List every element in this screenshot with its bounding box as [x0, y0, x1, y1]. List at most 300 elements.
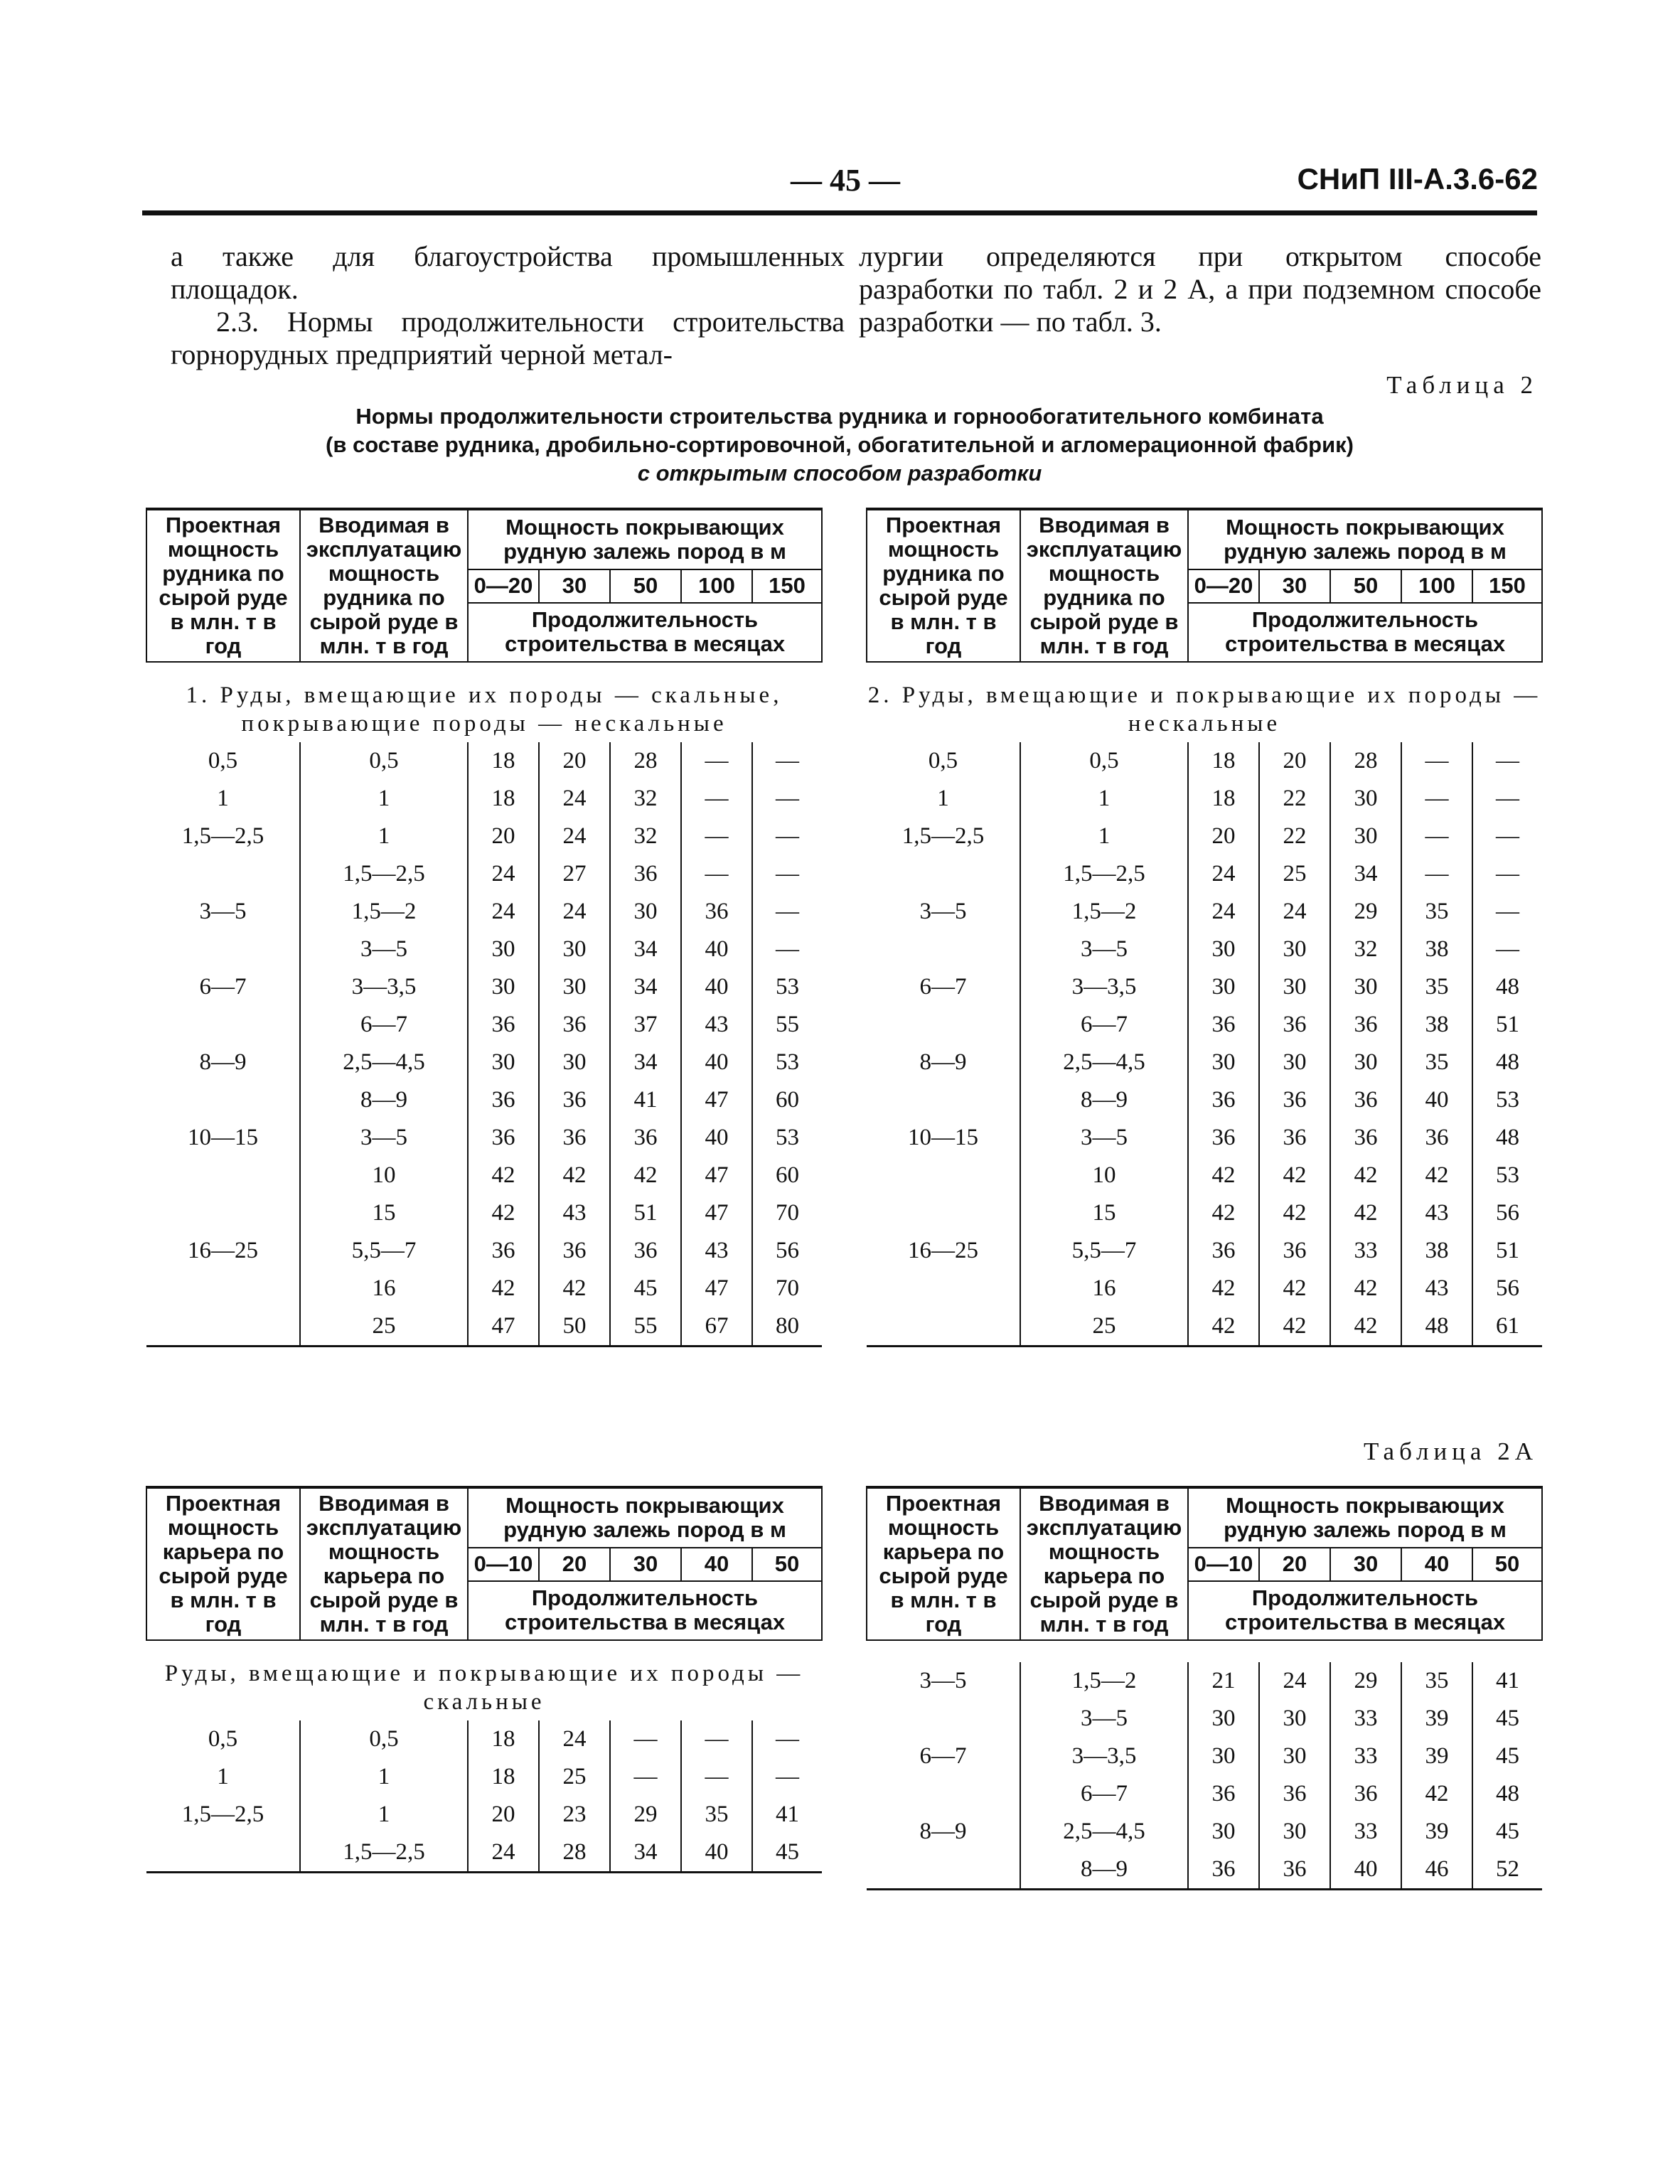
duration-cell: —	[681, 818, 752, 855]
table-2-label: Таблица 2	[1386, 371, 1538, 399]
commissioned-capacity-cell: 1,5—2	[1020, 1662, 1188, 1700]
duration-cell: 42	[1188, 1157, 1259, 1194]
design-capacity-cell: 3—5	[199, 899, 247, 924]
duration-cell: 30	[1259, 1044, 1330, 1081]
commissioned-capacity-cell: 5,5—7	[1020, 1232, 1188, 1270]
duration-cell: 33	[1330, 1813, 1401, 1851]
duration-cell: 53	[752, 968, 822, 1006]
table-row	[867, 1157, 1542, 1194]
duration-cell: 30	[1188, 1738, 1259, 1775]
duration-cell: 18	[468, 780, 539, 818]
design-capacity-cell	[867, 855, 1020, 893]
design-capacity-cell: 6—7	[919, 974, 967, 1000]
duration-cell: —	[681, 742, 752, 780]
table-2-title	[142, 402, 1537, 488]
duration-cell: 45	[1472, 1700, 1542, 1738]
duration-cell: 20	[1259, 742, 1330, 780]
duration-cell: 30	[539, 1044, 610, 1081]
design-capacity-cell: 8—9	[199, 1049, 247, 1075]
duration-cell: 24	[539, 780, 610, 818]
table-row	[867, 1119, 1542, 1157]
header-depth: 50	[1330, 569, 1401, 603]
duration-cell: 25	[539, 1758, 610, 1796]
duration-cell: 42	[1188, 1194, 1259, 1232]
duration-cell: 32	[610, 818, 681, 855]
duration-cell: —	[752, 855, 822, 893]
duration-cell: 36	[610, 1119, 681, 1157]
duration-cell: 42	[1330, 1307, 1401, 1347]
duration-cell: 42	[1259, 1307, 1330, 1347]
design-capacity-cell	[146, 1006, 300, 1044]
commissioned-capacity-cell: 3—5	[1020, 1700, 1188, 1738]
duration-cell: 24	[468, 855, 539, 893]
page-number: — 45 —	[791, 163, 900, 198]
duration-cell: 39	[1401, 1813, 1472, 1851]
duration-cell: 20	[468, 818, 539, 855]
table-2a-label: Таблица 2А	[1364, 1438, 1538, 1465]
duration-cell: 36	[1330, 1081, 1401, 1119]
duration-cell: 43	[539, 1194, 610, 1232]
table-row	[146, 893, 822, 931]
duration-cell: 34	[610, 931, 681, 968]
header-commissioned-capacity: Вводимая в эксплуатацию мощность рудника по сырой руде в млн. т в год	[1020, 509, 1188, 662]
duration-cell: 39	[1401, 1738, 1472, 1775]
duration-cell: 80	[752, 1307, 822, 1347]
duration-cell: 36	[1188, 1081, 1259, 1119]
duration-cell: 36	[1330, 1775, 1401, 1813]
table-row	[146, 931, 822, 968]
header-depth: 30	[539, 569, 610, 603]
duration-cell: 42	[1330, 1270, 1401, 1307]
duration-cell: —	[752, 742, 822, 780]
duration-cell: —	[610, 1720, 681, 1758]
duration-cell: 36	[468, 1119, 539, 1157]
table-row	[867, 818, 1542, 855]
header-depth: 30	[610, 1548, 681, 1581]
commissioned-capacity-cell: 0,5	[300, 742, 468, 780]
table-row	[867, 1775, 1542, 1813]
design-capacity-cell	[146, 931, 300, 968]
duration-cell: 36	[1401, 1119, 1472, 1157]
duration-cell: 21	[1188, 1662, 1259, 1700]
duration-cell: 36	[1259, 1119, 1330, 1157]
design-capacity-cell: 1,5—2,5	[181, 823, 264, 849]
duration-cell: 42	[1259, 1157, 1330, 1194]
duration-cell: 55	[752, 1006, 822, 1044]
intro-paragraph: а также для благоустройства промышленных площадок.	[171, 240, 845, 305]
header-depth: 100	[681, 569, 752, 603]
duration-cell: 25	[1259, 855, 1330, 893]
duration-cell: 53	[752, 1044, 822, 1081]
table-row	[146, 968, 822, 1006]
commissioned-capacity-cell: 1	[300, 818, 468, 855]
header-depth: 150	[1472, 569, 1542, 603]
design-capacity-cell: 1,5—2,5	[181, 1802, 264, 1827]
duration-cell: 40	[1330, 1851, 1401, 1890]
commissioned-capacity-cell: 1	[300, 780, 468, 818]
table-row	[867, 1232, 1542, 1270]
duration-cell: 30	[1259, 931, 1330, 968]
duration-cell: 45	[1472, 1813, 1542, 1851]
commissioned-capacity-cell: 15	[1020, 1194, 1188, 1232]
duration-cell: 39	[1401, 1700, 1472, 1738]
duration-cell: 50	[539, 1307, 610, 1347]
duration-cell: 30	[1188, 1044, 1259, 1081]
header-depth: 20	[1259, 1548, 1330, 1581]
duration-cell: 33	[1330, 1738, 1401, 1775]
table-row	[146, 1006, 822, 1044]
design-capacity-cell: 10—15	[908, 1125, 978, 1150]
commissioned-capacity-cell: 16	[300, 1270, 468, 1307]
duration-cell: 42	[1188, 1307, 1259, 1347]
duration-cell: —	[1401, 818, 1472, 855]
duration-cell: 36	[1330, 1006, 1401, 1044]
duration-cell: 40	[681, 1044, 752, 1081]
duration-cell: —	[681, 855, 752, 893]
duration-cell: 47	[681, 1194, 752, 1232]
intro-right-column	[859, 240, 1541, 338]
duration-cell: —	[1401, 855, 1472, 893]
design-capacity-cell: 3—5	[919, 899, 967, 924]
commissioned-capacity-cell: 15	[300, 1194, 468, 1232]
design-capacity-cell	[867, 1700, 1020, 1738]
duration-cell: 18	[1188, 742, 1259, 780]
duration-cell: 42	[539, 1270, 610, 1307]
duration-cell: 30	[1188, 1813, 1259, 1851]
table-row	[146, 1270, 822, 1307]
design-capacity-cell	[867, 1194, 1020, 1232]
table-row	[867, 968, 1542, 1006]
commissioned-capacity-cell: 1	[300, 1758, 468, 1796]
duration-cell: 35	[1401, 968, 1472, 1006]
table-row	[867, 1851, 1542, 1890]
design-capacity-cell: 0,5	[928, 748, 958, 774]
duration-cell: 36	[1188, 1006, 1259, 1044]
commissioned-capacity-cell: 6—7	[300, 1006, 468, 1044]
duration-cell: 24	[468, 1834, 539, 1873]
duration-cell: 18	[468, 742, 539, 780]
duration-cell: 37	[610, 1006, 681, 1044]
duration-cell: 41	[1472, 1662, 1542, 1700]
design-capacity-cell	[867, 1270, 1020, 1307]
header-construction-duration: Продолжительность строительства в месяцах	[468, 1581, 822, 1640]
duration-cell: 34	[610, 1044, 681, 1081]
duration-cell: 36	[539, 1081, 610, 1119]
design-capacity-cell: 1	[937, 786, 949, 811]
design-capacity-cell: 1,5—2,5	[901, 823, 985, 849]
duration-cell: —	[1472, 818, 1542, 855]
duration-cell: —	[610, 1758, 681, 1796]
duration-cell: 24	[468, 893, 539, 931]
duration-cell: 36	[468, 1232, 539, 1270]
document-code: СНиП III-А.3.6-62	[1297, 162, 1538, 196]
design-capacity-cell	[146, 1194, 300, 1232]
duration-cell: 18	[468, 1720, 539, 1758]
table-2-right	[866, 508, 1541, 1347]
duration-cell: 35	[681, 1796, 752, 1834]
duration-cell: 36	[468, 1081, 539, 1119]
design-capacity-cell	[146, 1834, 300, 1873]
duration-cell: 56	[1472, 1270, 1542, 1307]
duration-cell: 60	[752, 1081, 822, 1119]
duration-cell: 36	[681, 893, 752, 931]
duration-cell: 42	[468, 1157, 539, 1194]
header-depth: 40	[681, 1548, 752, 1581]
table-row	[146, 1758, 822, 1796]
design-capacity-cell: 8—9	[919, 1049, 967, 1075]
header-depth: 0—20	[468, 569, 539, 603]
design-capacity-cell: 8—9	[919, 1819, 967, 1844]
commissioned-capacity-cell: 6—7	[1020, 1775, 1188, 1813]
commissioned-capacity-cell: 6—7	[1020, 1006, 1188, 1044]
design-capacity-cell: 6—7	[199, 974, 247, 1000]
commissioned-capacity-cell: 8—9	[300, 1081, 468, 1119]
duration-cell: 53	[1472, 1157, 1542, 1194]
table-2a-right	[866, 1486, 1541, 1890]
table-row	[146, 818, 822, 855]
duration-cell: 36	[610, 1232, 681, 1270]
table-row	[867, 1270, 1542, 1307]
duration-cell: 43	[1401, 1270, 1472, 1307]
duration-cell: 40	[681, 1834, 752, 1873]
duration-cell: 35	[1401, 1044, 1472, 1081]
duration-cell: 18	[468, 1758, 539, 1796]
section-heading: Руды, вмещающие и покрывающие их породы — скальные	[164, 1661, 804, 1715]
duration-cell: —	[752, 931, 822, 968]
design-capacity-cell	[146, 855, 300, 893]
duration-cell: 23	[539, 1796, 610, 1834]
commissioned-capacity-cell: 10	[1020, 1157, 1188, 1194]
commissioned-capacity-cell: 2,5—4,5	[300, 1044, 468, 1081]
commissioned-capacity-cell: 1	[1020, 780, 1188, 818]
commissioned-capacity-cell: 1,5—2	[1020, 893, 1188, 931]
table-row	[146, 1834, 822, 1873]
table-2-title-line: (в составе рудника, дробильно-сортировочной, обогатительной и агломерационной фабрик)	[326, 432, 1354, 457]
header-commissioned-capacity: Вводимая в эксплуатацию мощность рудника по сырой руде в млн. т в год	[300, 509, 468, 662]
commissioned-capacity-cell: 1,5—2,5	[1020, 855, 1188, 893]
design-capacity-cell: 0,5	[208, 1726, 238, 1752]
header-depth: 0—10	[468, 1548, 539, 1581]
duration-cell: 34	[610, 1834, 681, 1873]
duration-cell: 30	[1188, 968, 1259, 1006]
duration-cell: —	[1401, 742, 1472, 780]
table-row	[146, 1796, 822, 1834]
table-row	[867, 742, 1542, 780]
duration-cell: 45	[610, 1270, 681, 1307]
duration-cell: 30	[468, 968, 539, 1006]
commissioned-capacity-cell: 16	[1020, 1270, 1188, 1307]
commissioned-capacity-cell: 1	[300, 1796, 468, 1834]
commissioned-capacity-cell: 8—9	[1020, 1081, 1188, 1119]
table-row	[146, 1044, 822, 1081]
duration-cell: 42	[1330, 1157, 1401, 1194]
duration-cell: 47	[681, 1270, 752, 1307]
commissioned-capacity-cell: 1,5—2,5	[300, 855, 468, 893]
duration-cell: 34	[610, 968, 681, 1006]
duration-cell: 30	[1259, 1738, 1330, 1775]
duration-cell: 40	[681, 1119, 752, 1157]
duration-cell: 30	[1330, 1044, 1401, 1081]
duration-cell: 42	[1259, 1194, 1330, 1232]
duration-cell: 29	[610, 1796, 681, 1834]
duration-cell: 48	[1401, 1307, 1472, 1347]
duration-cell: 27	[539, 855, 610, 893]
duration-cell: 30	[1259, 968, 1330, 1006]
duration-cell: 51	[1472, 1232, 1542, 1270]
duration-cell: 46	[1401, 1851, 1472, 1890]
table-row	[867, 1700, 1542, 1738]
header-depth: 50	[1472, 1548, 1542, 1581]
design-capacity-cell: 3—5	[919, 1668, 967, 1693]
commissioned-capacity-cell: 1,5—2	[300, 893, 468, 931]
duration-cell: 52	[1472, 1851, 1542, 1890]
header-design-capacity: Проектная мощность карьера по сырой руде в млн. т в год	[146, 1487, 300, 1640]
duration-cell: 40	[681, 968, 752, 1006]
duration-cell: 36	[1330, 1119, 1401, 1157]
duration-cell: 36	[539, 1119, 610, 1157]
duration-cell: 48	[1472, 1119, 1542, 1157]
norms-table	[146, 508, 823, 1347]
duration-cell: 24	[1259, 1662, 1330, 1700]
duration-cell: —	[1472, 931, 1542, 968]
duration-cell: —	[1472, 855, 1542, 893]
duration-cell: 30	[610, 893, 681, 931]
table-row	[146, 1194, 822, 1232]
duration-cell: 47	[468, 1307, 539, 1347]
duration-cell: —	[1472, 893, 1542, 931]
duration-cell: 41	[610, 1081, 681, 1119]
duration-cell: 42	[1401, 1775, 1472, 1813]
duration-cell: —	[1401, 780, 1472, 818]
table-row	[867, 1006, 1542, 1044]
design-capacity-cell	[867, 931, 1020, 968]
duration-cell: 43	[681, 1232, 752, 1270]
table-row	[867, 1194, 1542, 1232]
duration-cell: 30	[1188, 1700, 1259, 1738]
table-2-left	[146, 508, 821, 1347]
header-depth: 0—20	[1188, 569, 1259, 603]
commissioned-capacity-cell: 3—5	[300, 1119, 468, 1157]
duration-cell: 29	[1330, 1662, 1401, 1700]
commissioned-capacity-cell: 3—3,5	[1020, 1738, 1188, 1775]
header-design-capacity: Проектная мощность рудника по сырой руде в млн. т в год	[867, 509, 1020, 662]
header-depth: 30	[1330, 1548, 1401, 1581]
design-capacity-cell	[146, 1081, 300, 1119]
duration-cell: 30	[539, 931, 610, 968]
table-2a-left	[146, 1486, 821, 1873]
duration-cell: 48	[1472, 968, 1542, 1006]
duration-cell: 34	[1330, 855, 1401, 893]
commissioned-capacity-cell: 3—5	[300, 931, 468, 968]
commissioned-capacity-cell: 25	[300, 1307, 468, 1347]
duration-cell: 40	[681, 931, 752, 968]
design-capacity-cell: 1	[217, 1764, 229, 1789]
norms-table	[866, 508, 1543, 1347]
duration-cell: 36	[1188, 1851, 1259, 1890]
commissioned-capacity-cell: 8—9	[1020, 1851, 1188, 1890]
commissioned-capacity-cell: 3—3,5	[1020, 968, 1188, 1006]
duration-cell: 42	[610, 1157, 681, 1194]
table-row	[146, 1119, 822, 1157]
duration-cell: —	[752, 893, 822, 931]
header-depth: 150	[752, 569, 822, 603]
duration-cell: 51	[1472, 1006, 1542, 1044]
table-2-title-line: Нормы продолжительности строительства рудника и горнообогатительного комбината	[355, 404, 1324, 429]
design-capacity-cell	[146, 1307, 300, 1347]
design-capacity-cell: 1	[217, 786, 229, 811]
duration-cell: 40	[1401, 1081, 1472, 1119]
duration-cell: 42	[1188, 1270, 1259, 1307]
commissioned-capacity-cell: 5,5—7	[300, 1232, 468, 1270]
commissioned-capacity-cell: 3—3,5	[300, 968, 468, 1006]
commissioned-capacity-cell: 0,5	[300, 1720, 468, 1758]
duration-cell: 30	[1259, 1700, 1330, 1738]
duration-cell: 43	[1401, 1194, 1472, 1232]
duration-cell: —	[752, 1720, 822, 1758]
section-heading: 1. Руды, вмещающие их породы — скальные, покрывающие породы — нескальные	[186, 682, 783, 737]
table-row	[146, 1720, 822, 1758]
header-construction-duration: Продолжительность строительства в месяцах	[468, 603, 822, 662]
table-row	[146, 1232, 822, 1270]
commissioned-capacity-cell: 0,5	[1020, 742, 1188, 780]
duration-cell: 36	[1259, 1006, 1330, 1044]
duration-cell: 36	[610, 855, 681, 893]
duration-cell: 47	[681, 1157, 752, 1194]
duration-cell: 28	[539, 1834, 610, 1873]
header-construction-duration: Продолжительность строительства в месяцах	[1188, 1581, 1542, 1640]
design-capacity-cell	[867, 1006, 1020, 1044]
commissioned-capacity-cell: 2,5—4,5	[1020, 1044, 1188, 1081]
duration-cell: 36	[1188, 1119, 1259, 1157]
duration-cell: 42	[1330, 1194, 1401, 1232]
duration-cell: 36	[539, 1232, 610, 1270]
table-row	[867, 1081, 1542, 1119]
duration-cell: 55	[610, 1307, 681, 1347]
table-row	[146, 780, 822, 818]
duration-cell: 56	[1472, 1194, 1542, 1232]
duration-cell: 24	[539, 1720, 610, 1758]
duration-cell: —	[681, 1720, 752, 1758]
duration-cell: 32	[610, 780, 681, 818]
commissioned-capacity-cell: 3—5	[1020, 1119, 1188, 1157]
header-commissioned-capacity: Вводимая в эксплуатацию мощность карьера по сырой руде в млн. т в год	[1020, 1487, 1188, 1640]
duration-cell: 42	[1259, 1270, 1330, 1307]
design-capacity-cell	[867, 1081, 1020, 1119]
duration-cell: 24	[1259, 893, 1330, 931]
duration-cell: 53	[1472, 1081, 1542, 1119]
norms-table	[866, 1486, 1543, 1890]
table-row	[867, 1813, 1542, 1851]
duration-cell: 45	[752, 1834, 822, 1873]
duration-cell: 38	[1401, 1232, 1472, 1270]
header-depth: 30	[1259, 569, 1330, 603]
duration-cell: —	[1472, 742, 1542, 780]
duration-cell: 22	[1259, 818, 1330, 855]
duration-cell: 36	[539, 1006, 610, 1044]
duration-cell: 36	[1188, 1232, 1259, 1270]
header-commissioned-capacity: Вводимая в эксплуатацию мощность карьера по сырой руде в млн. т в год	[300, 1487, 468, 1640]
duration-cell: 32	[1330, 931, 1401, 968]
duration-cell: 36	[1259, 1851, 1330, 1890]
duration-cell: 28	[1330, 742, 1401, 780]
duration-cell: 24	[1188, 855, 1259, 893]
design-capacity-cell	[146, 1270, 300, 1307]
header-depth: 50	[610, 569, 681, 603]
duration-cell: 56	[752, 1232, 822, 1270]
header-overburden-thickness: Мощность покрывающих рудную залежь пород в м	[1188, 1487, 1542, 1548]
table-row	[867, 1307, 1542, 1347]
duration-cell: 38	[1401, 1006, 1472, 1044]
